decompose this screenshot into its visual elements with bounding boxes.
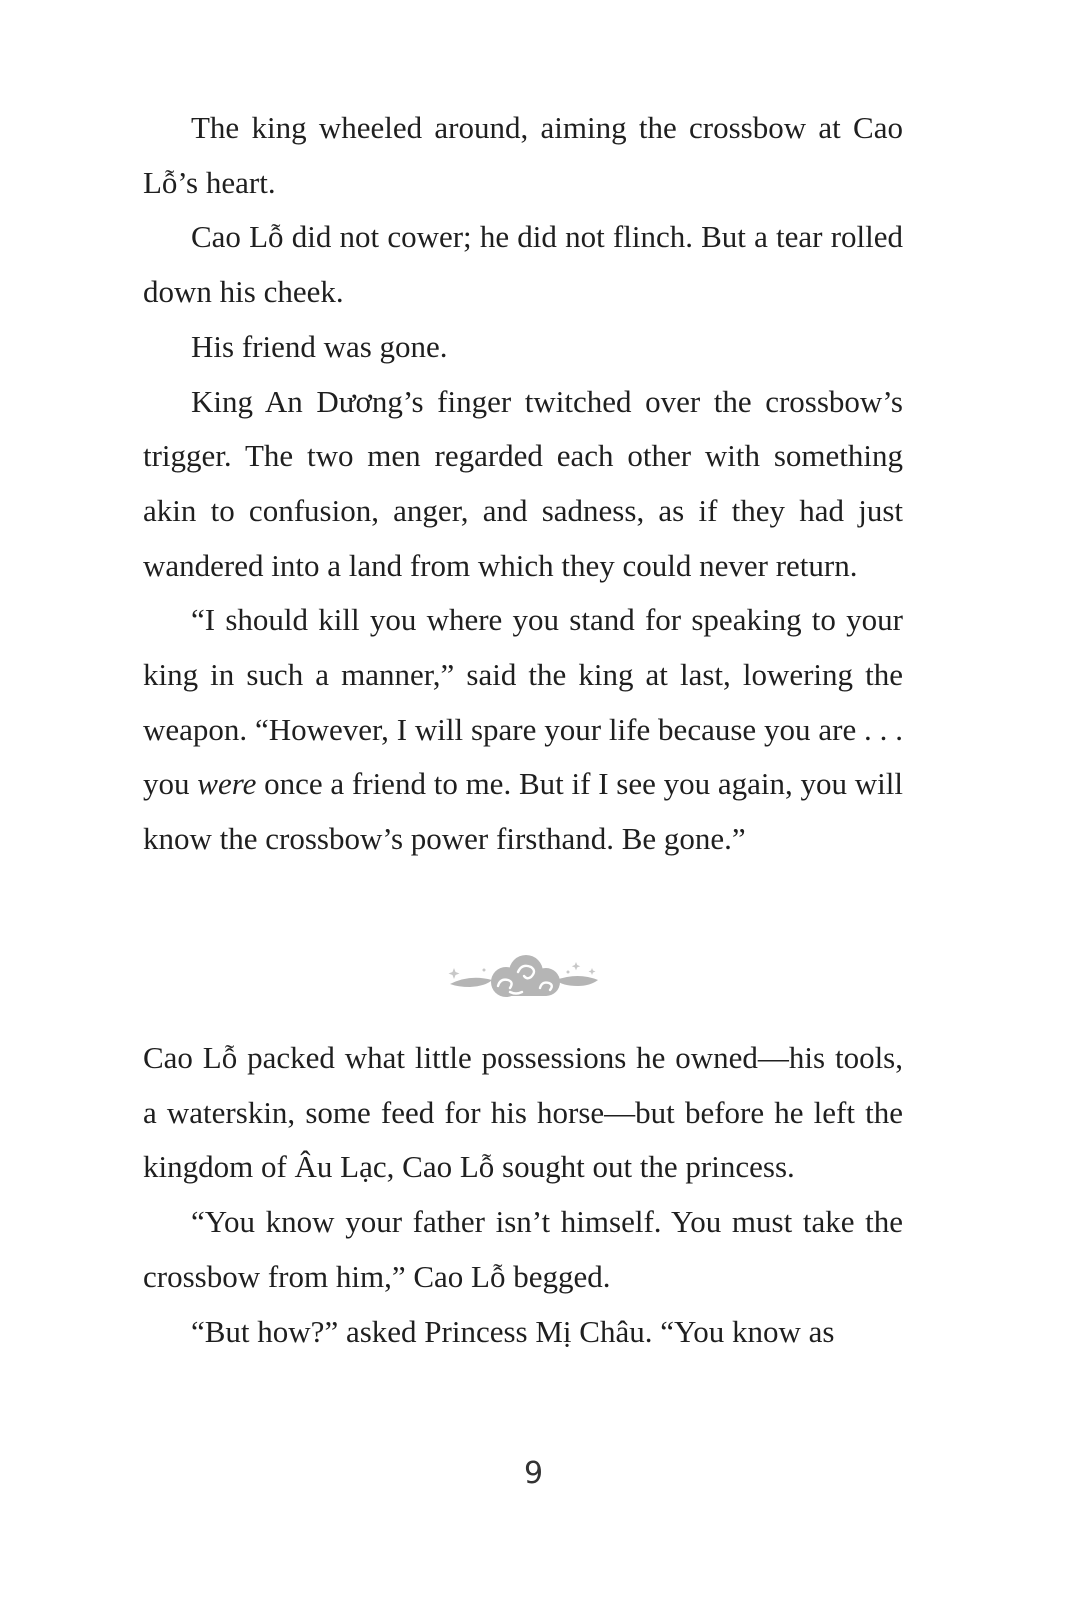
paragraph: “But how?” asked Princess Mị Châu. “You know as <box>191 1313 835 1349</box>
text-section-2 <box>143 1031 903 1359</box>
paragraph: Cao Lỗ did not cower; he did not flinch. But a tear rolled down his cheek. <box>143 219 903 310</box>
page-number: 9 <box>523 1456 544 1491</box>
paragraph <box>143 593 903 867</box>
paragraph-text: once a friend to me. But if I see you again, you will know the crossbow’s power firsthand. Be gone.” <box>143 766 903 857</box>
cloud-ornament-icon <box>446 950 602 1006</box>
paragraph: “You know your father isn’t himself. You must take the crossbow from him,” Cao Lỗ begged. <box>143 1204 903 1294</box>
paragraph: His friend was gone. <box>191 328 448 364</box>
paragraph: The king wheeled around, aiming the crossbow at Cao Lỗ’s heart. <box>143 110 903 200</box>
paragraph: Cao Lỗ packed what little possessions he owned—his tools, a waterskin, some feed for his horse—but before he left the kingdom of Âu Lạc, Cao Lỗ sought out the princess. <box>143 1040 903 1185</box>
text-section-1 <box>143 101 903 867</box>
emphasis-text: were <box>197 766 257 802</box>
paragraph: King An Dương’s finger twitched over the crossbow’s trigger. The two men regarded each other with something akin to confusion, anger, and sadness, as if they had just wandered into a land from which they could never return. <box>143 383 903 583</box>
paragraph-text: “I should kill you where you stand for speaking to your king in such a manner,” said the king at last, lowering the weapon. “However, I will spare your life because you are . . . you <box>143 602 903 802</box>
